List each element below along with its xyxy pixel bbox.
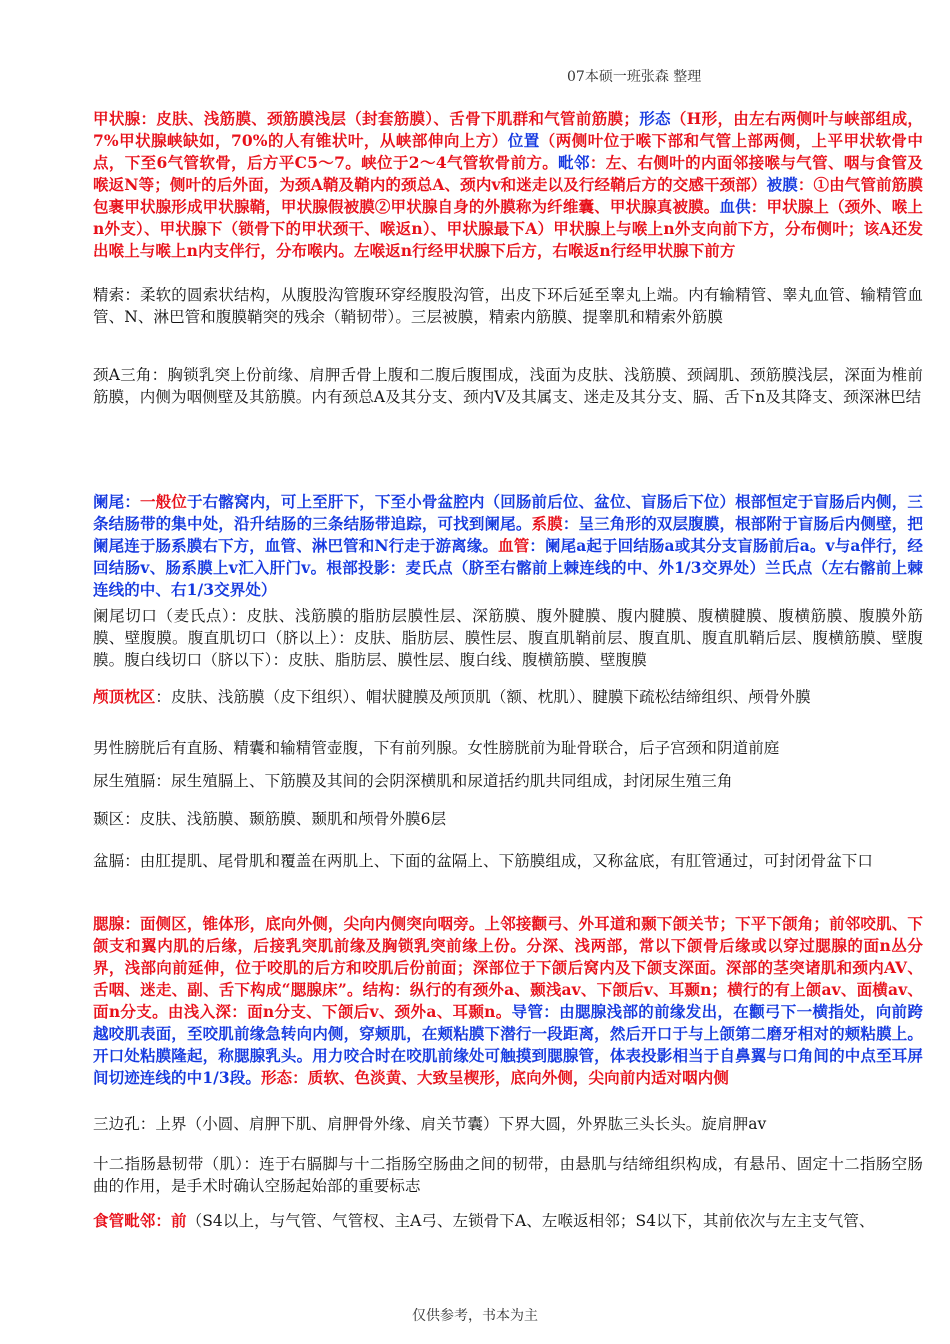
text-run: 食管毗邻：前 <box>93 1211 187 1230</box>
text-run: 血供 <box>719 197 751 216</box>
text-run: 阑尾切口（麦氏点）：皮肤、浅筋膜的脂肪层膜性层、深筋膜、腹外腱膜、腹内腱膜、腹横腱膜、腹横筋膜、腹膜外筋膜、壁腹膜。腹直肌切口（脐以上）：皮肤、脂肪层、膜性层、腹直肌鞘前层、腹直肌、腹直肌鞘后层、腹横筋膜、壁腹膜。腹白线切口（脐以下）：皮肤、脂肪层、膜性层、腹白线、腹横筋膜、壁腹膜 <box>93 607 923 669</box>
text-run: ：皮肤、浅筋膜（皮下组织）、帽状腱膜及颅顶肌（额、枕肌）、腱膜下疏松结缔组织、颅骨外膜 <box>155 688 811 706</box>
paragraph <box>93 913 923 1089</box>
text-run: （H形，由左右两侧叶与峡部组成，7%甲状腺峡缺如，70%的人有锥状叶，从峡部伸向上方） <box>93 109 924 150</box>
text-run: 阑尾： <box>93 492 140 511</box>
text-run: 形态：质软、色淡黄、大致呈楔形，底向外侧，尖向前内适对咽内侧 <box>260 1068 729 1087</box>
text-run: 三边孔：上界（小圆、肩胛下肌、肩胛骨外缘、肩关节囊）下界大圆，外界肱三头长头。旋肩胛av <box>93 1115 767 1133</box>
paragraph <box>93 737 923 759</box>
paragraph <box>93 284 923 328</box>
text-run: ：左、右侧叶的内面邻接喉与气管、咽与食管及喉返N等；侧叶的后外面，为颈A鞘及鞘内的颈总A、颈内v和迷走以及行经鞘后方的交感干颈部） <box>93 153 923 194</box>
paragraph <box>93 808 923 830</box>
paragraph <box>93 364 923 408</box>
text-run: ：阑尾a起于回结肠a或其分支盲肠前后a。v与a伴行，经回结肠v、肠系膜上v汇入肝门v。根部投影：麦氏点（脐至右髂前上棘连线的中、外1/3交界处）兰氏点（左右髂前上棘连线的中、右1/3交界处） <box>93 536 923 599</box>
text-run: 颈A三角：胸锁乳突上份前缘、肩胛舌骨上腹和二腹后腹围成，浅面为皮肤、浅筋膜、颈阔肌、颈筋膜浅层，深面为椎前筋膜，内侧为咽侧壁及其筋膜。内有颈总A及其分支、颈内V及其属支、迷走及其分支、膈、舌下n及其降支、颈深淋巴结 <box>93 366 923 406</box>
text-run: 甲状腺：皮肤、浅筋膜、颈筋膜浅层（封套筋膜）、舌骨下肌群和气管前筋膜； <box>93 109 639 128</box>
text-run: 男性膀胱后有直肠、精囊和输精管壶腹，下有前列腺。女性膀胱前为耻骨联合，后子宫颈和阴道前庭 <box>93 739 780 757</box>
text-run: 导管：由腮腺浅部的前缘发出，在颧弓下一横指处，向前跨越咬肌表面，至咬肌前缘急转向内侧，穿颊肌，在颊粘膜下潜行一段距离，然后开口于与上颌第二磨牙相对的颊粘膜上。开口处粘膜隆起，称腮腺乳头。用力咬合时在咬肌前缘处可触摸到腮腺管，体表投影相当于自鼻翼与口角间的中点至耳屏间切迹连线的中1/3段。 <box>93 1002 923 1087</box>
text-run: 盆膈：由肛提肌、尾骨肌和覆盖在两肌上、下面的盆隔上、下筋膜组成，又称盆底，有肛管通过，可封闭骨盆下口 <box>93 852 874 870</box>
page-header: 07本硕一班张森 整理 <box>567 69 702 85</box>
text-run: 被膜 <box>766 175 798 194</box>
text-run: 位置 <box>507 131 540 150</box>
text-run: 颞区：皮肤、浅筋膜、颞筋膜、颞肌和颅骨外膜6层 <box>93 810 447 828</box>
text-run: ：①由气管前筋膜包裹甲状腺形成甲状腺鞘，甲状腺假被膜②甲状腺自身的外膜称为纤维囊、甲状腺真被膜。 <box>93 175 923 216</box>
text-run: ：呈三角形的双层腹膜，根部附于盲肠后内侧壁，把阑尾连于肠系膜右下方，血管、淋巴管和N行走于游离缘。 <box>93 514 923 555</box>
text-run: （S4以上，与气管、气管杈、主A弓、左锁骨下A、左喉返相邻；S4以下，其前依次与左主支气管、 <box>186 1212 875 1230</box>
paragraph <box>93 1210 923 1232</box>
paragraph <box>93 1153 923 1197</box>
text-run: ：甲状腺上（颈外、喉上n外支）、甲状腺下（锁骨下的甲状颈干、喉返n）、甲状腺最下A）甲状腺上与喉上n外支向前下方，分布侧叶；该A还发出喉上与喉上n内支伴行，分布喉内。左喉返n行经甲状腺下后方，右喉返n行经甲状腺下前方 <box>93 197 923 260</box>
text-run: 系膜 <box>531 514 563 533</box>
paragraph <box>93 605 923 671</box>
paragraph <box>93 108 923 262</box>
paragraph <box>93 686 923 708</box>
paragraph <box>93 850 923 872</box>
text-run: 颅顶枕区 <box>93 687 156 706</box>
text-run: （两侧叶位于喉下部和气管上部两侧，上平甲状软骨中点，下至6气管软骨，后方平C5～7。峡位于2～4气管软骨前方。 <box>93 131 924 172</box>
text-run: 尿生殖膈：尿生殖膈上、下筋膜及其间的会阴深横肌和尿道括约肌共同组成，封闭尿生殖三角 <box>93 772 733 790</box>
paragraph <box>93 770 923 792</box>
text-run: 形态 <box>638 109 671 128</box>
paragraph <box>93 1113 923 1135</box>
page-footer: 仅供参考，书本为主 <box>412 1308 538 1324</box>
text-run: 血管 <box>498 536 530 555</box>
text-run: 精索：柔软的圆索状结构，从腹股沟管腹环穿经腹股沟管，出皮下环后延至睾丸上端。内有输精管、睾丸血管、输精管血管、N、淋巴管和腹膜鞘突的残余（鞘韧带）。三层被膜，精索内筋膜、提睾肌和精索外筋膜 <box>93 286 923 326</box>
text-run: 十二指肠悬韧带（肌）：连于右膈脚与十二指肠空肠曲之间的韧带，由悬肌与结缔组织构成，有悬吊、固定十二指肠空肠曲的作用，是手术时确认空肠起始部的重要标志 <box>93 1155 923 1195</box>
paragraph <box>93 491 923 601</box>
text-run: 毗邻 <box>558 153 590 172</box>
text-run: 腮腺：面侧区，锥体形，底向外侧，尖向内侧突向咽旁。上邻接颧弓、外耳道和颞下颌关节；下平下颌角；前邻咬肌、下颌支和翼内肌的后缘，后接乳突肌前缘及胸锁乳突前缘上份。分深、浅两部，常以下颌骨后缘或以穿过腮腺的面n丛分界，浅部向前延伸，位于咬肌的后方和咬肌后份前面；深部位于下颌后窝内及下颌支深面。深部的茎突诸肌和颈内AV、舌咽、迷走、副、舌下构成“腮腺床”。结构：纵行的有颈外a、颞浅av、下颌后v、耳颞n；横行的有上颌av、面横av、面n分支。由浅入深：面n分支、下颌后v、颈外a、耳颞n。 <box>93 914 923 1021</box>
text-run: 一般位 <box>139 492 187 511</box>
text-run: 于右髂窝内，可上至肝下，下至小骨盆腔内（回肠前后位、盆位、盲肠后下位）根部恒定于盲肠后内侧，三条结肠带的集中处，沿升结肠的三条结肠带追踪，可找到阑尾。 <box>93 492 923 533</box>
